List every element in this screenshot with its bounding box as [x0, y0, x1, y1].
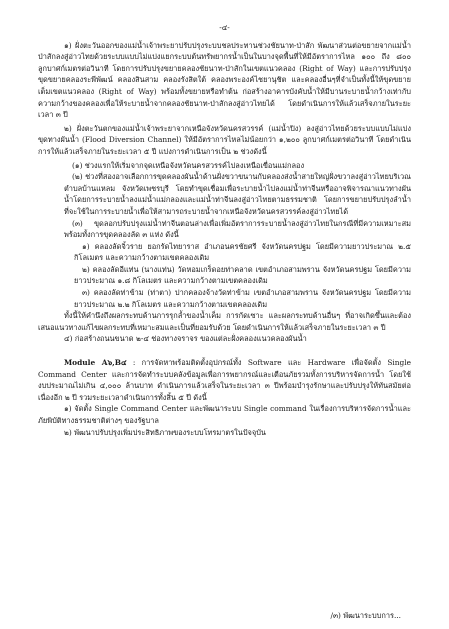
- list-item: ๑) คลองลัดจิ้วราย ยอกรัดไทยาราส อำเภอนครชัยศรี จังหวัดนครปฐม โดยมีความยาวประมาณ ๒.๕ กิโลเมตร และความกว้างตามเขตคลองเดิม: [74, 241, 411, 263]
- continuation-marker: /๓) พัฒนาระบบการ...: [330, 611, 401, 620]
- list-item: (๓) ขุดลอกปรับปรุงแม่น้ำท่าจีนตอนล่างเพื่อเพิ่มอัตราการระบายน้ำลงสู่อ่าวไทยในกรณีที่มีความเหมาะสม พร้อมทั้งการขุดคลองลัด ๓ แห่ง ดังนี้: [64, 218, 411, 240]
- page-number: -๔-: [219, 23, 230, 32]
- list-item: ๒) คลองลัดอีแท่น (นางแท่น) วัดหอมเกร็ดอยท่าคลาด เขตอำเภอสามพราน จังหวัดนครปฐม โดยมีความยาวประมาณ ๑.๘ กิโลเมตร และความกว้างตามเขตคลองเดิม: [74, 264, 411, 286]
- module-text: : การจัดหาพร้อมติดตั้งอุปกรณ์ทั้ง Software และ Hardware เพื่อจัดตั้ง Single Command Center และการจัดทำระบบคลังข้อมูลเพื่อการพยากรณ์และเตือนภัยรวมทั้งการบริหารจัดการน้ำ โดยใช้งบประมาณไม่เกิน ๔,๐๐๐ ล้านบาท ดำเนินการแล้วเสร็จในระยะเวลา ๓ ปีพร้อมบำรุงรักษาและปรับปรุงให้ทันสมัยต่อเนื่องอีก ๒ ปี รวมระยะเวลาดำเนินการทั้งสิ้น ๕ ปี ดังนี้: [38, 358, 411, 402]
- paragraph-road: ๔) ก่อสร้างถนนขนาด ๒-๔ ช่องทางจราจร ของแต่ละฝั่งคลองแนวคลองผันน้ำ: [64, 334, 307, 344]
- paragraph-east-bank: ๑) ฝั่งตะวันออกของแม่น้ำเจ้าพระยาปรับปรุงระบบชลประทานช่วงชัยนาท-ป่าสัก พัฒนาส่วนต่อขยายจากแม่น้ำป่าสักลงสู่อ่าวไทยด้วยระบบแบบไม่แบ่งแยกระบบต้นทรัพยากรน้ำเป็นในบางจุดพื้นที่ให้มีอัตราการไหล ๑๐๐ ถึง ๘๐๐ ลูกบาศก์เมตรต่อวินาที โดยการปรับปรุงขยายคลองชัยนาท-ป่าสักในเขตแนวคลอง (Right of Way) และการปรับปรุงขุดขยายคลองระพีพัฒน์ คลองสินสาม คลองรังสิตใต้ คลองพระองค์ไชยานุชิต และคลองอื่นๆที่จำเป็นทั้งนี้ให้ขุดขยายเต็มเขตแนวคลอง (Right of Way) พร้อมทั้งขยายหรือทำต้น ก่อสร้างอาคารบังคับน้ำให้มีบานระบายน้ำกว้างเท่ากับความกว้างของคลองเพื่อให้ระบายน้ำจากคลองชัยนาท-ป่าสักลงสู่อ่าวไทยได้ โดยดำเนินการให้แล้วเสร็จภายในระยะเวลา ๓ ปี: [38, 40, 411, 120]
- list-item: (๒) ช่วงที่สองอาจเลือกการขุดคลองผันน้ำด้านฝั่งขวาขนานกับคลองส่งน้ำสายใหญ่ฝั่งขวาลงสู่อ่าวไทยบริเวณตำบลบ้านแหลม จังหวัดเพชรบุรี โดยทำขุดเชื่อมเพื่อระบายน้ำไปลงแม่น้ำท่าจีนหรืออาจพิจารณาแนวทางผันน้ำโดยการระบายน้ำลงแม่น้ำแม่กลองและแม่น้ำท่าจีนลงสู่อ่าวไทยตามธรรมชาติ โดยการขยายปรับปรุงลำน้ำที่จะใช้ในการระบายน้ำเพื่อให้สามารถระบายน้ำจากเหนือจังหวัดนครสวรรค์ลงสู่อ่าวไทยได้: [64, 172, 411, 216]
- paragraph-west-bank: ๒) ฝั่งตะวันตกของแม่น้ำเจ้าพระยาจากเหนือจังหวัดนครสวรรค์ (แม่น้ำปิง) ลงสู่อ่าวไทยด้วยระบบแบบไม่แบ่งขุดทางผันน้ำ (Flood Diversion Channel) ให้มีอัตราการไหลไม่น้อยกว่า ๑,๒๐๐ ลูกบาศก์เมตรต่อวินาที โดยดำเนินการให้แล้วเสร็จภายในระยะเวลา ๕ ปี แบ่งการดำเนินการเป็น ๒ ช่วงดังนี้: [38, 123, 411, 156]
- module-item: ๑) จัดตั้ง Single Command Center และพัฒนาระบบ Single command ในเรื่องการบริหารจัดการน้ำและภัยพิบัติทางธรรมชาติต่างๆ ของรัฐบาล: [38, 404, 411, 425]
- module-title: Module A๖,B๔: [64, 358, 127, 368]
- module-paragraph: [38, 357, 411, 403]
- list-item: (๑) ช่วงแรกให้เริ่มจากจุดเหนือจังหวัดนครสวรรค์ไปลงเหนือเขื่อนแม่กลอง: [72, 160, 305, 170]
- list-item: ๓) คลองลัดท่าข้าม (ท่าตา) ปากคลองจ้างวัดท่าข้าม เขตอำเภอสามพราน จังหวัดนครปฐม โดยมีความยาวประมาณ ๒.๒ กิโลเมตร และความกว้างตามเขตคลองเดิม: [74, 288, 411, 309]
- module-item: ๒) พัฒนาปรับปรุงเพิ่มประสิทธิภาพของระบบโทรมาตรในปัจจุบัน: [64, 427, 266, 437]
- paragraph-impact-note: ทั้งนี้ให้คำนึงถึงผลกระทบด้านการรุกล้ำของน้ำเค็ม การกัดเซาะ และผลกระทบด้านอื่นๆ ที่อาจเกิดขึ้นและต้องเสนอแนวทางแก้ไขผลกระทบที่เหมาะสมและเป็นที่ยอมรับด้วย โดยดำเนินการให้แล้วเสร็จภายในระยะเวลา ๓ ปี: [38, 311, 411, 332]
